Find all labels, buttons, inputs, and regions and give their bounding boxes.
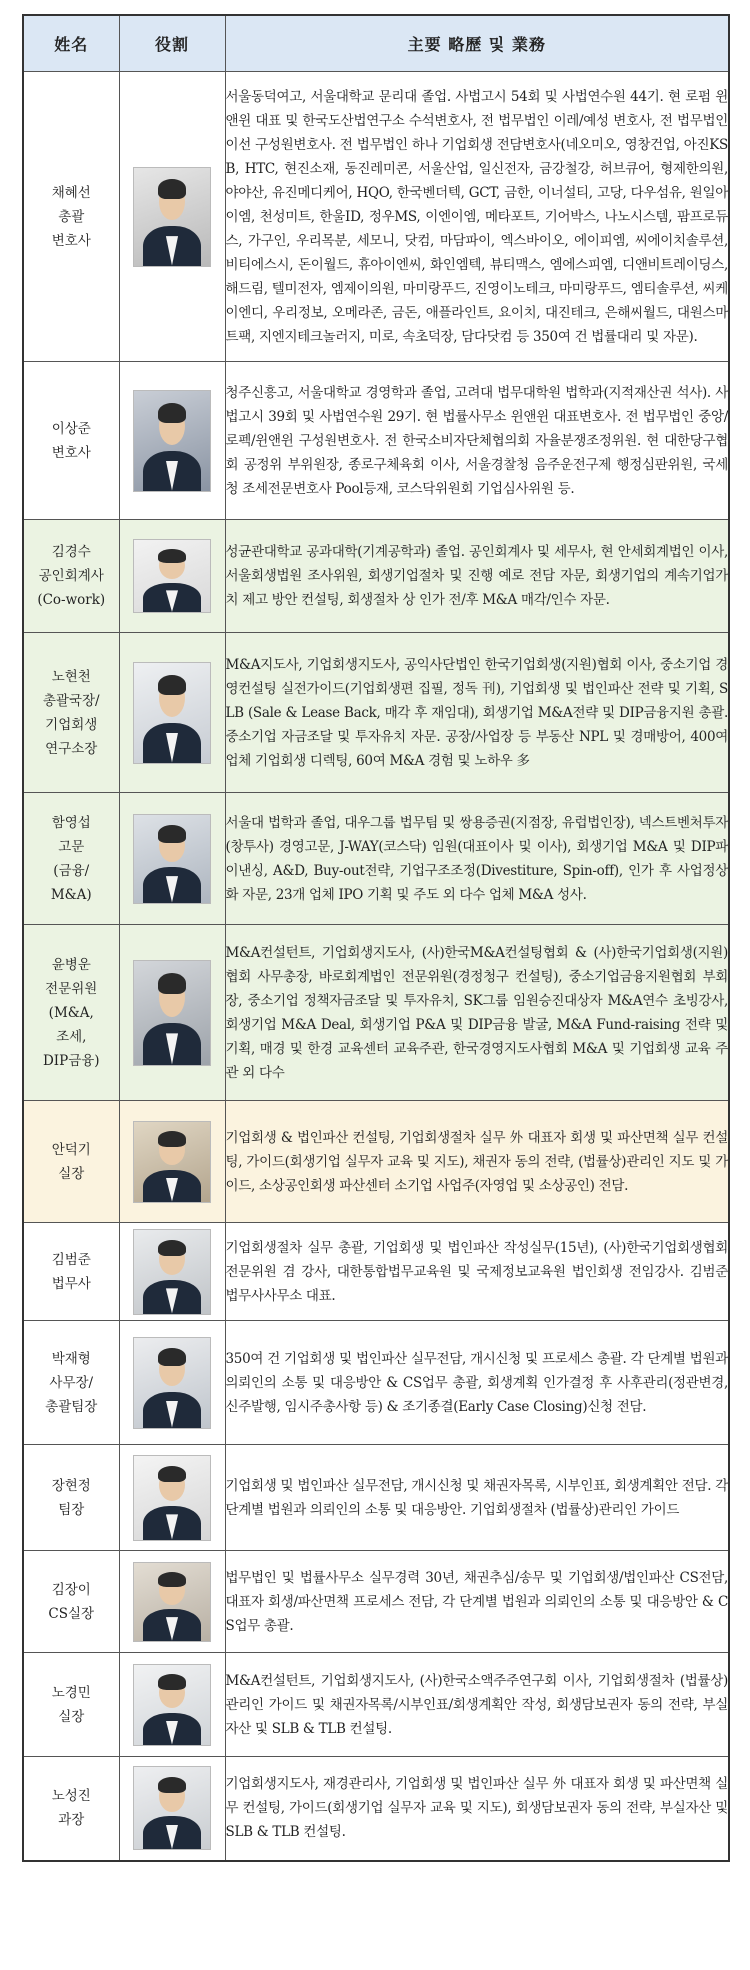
member-name-line: 총괄팀장	[45, 1398, 98, 1415]
member-name-line: 노현천	[51, 668, 91, 685]
header-row	[23, 15, 729, 72]
member-row	[23, 793, 729, 925]
member-photo-cell	[119, 1653, 225, 1757]
member-photo-cell	[119, 520, 225, 633]
member-name-line: 전문위원	[45, 980, 98, 997]
member-photo-cell	[119, 1551, 225, 1653]
member-photo-cell	[119, 1445, 225, 1551]
member-name-line: 총괄	[58, 208, 85, 225]
member-name-line: M&A)	[50, 886, 92, 903]
member-photo	[133, 539, 211, 613]
member-name-line: CS실장	[48, 1605, 95, 1622]
member-row	[23, 1101, 729, 1223]
member-name-line: DIP금융)	[42, 1052, 100, 1069]
member-name-line: 과장	[58, 1812, 85, 1829]
member-name-role	[23, 1551, 119, 1653]
member-name-line: 김장이	[51, 1581, 91, 1598]
member-photo-cell	[119, 793, 225, 925]
header-name: 姓名	[23, 15, 119, 72]
member-row	[23, 925, 729, 1101]
member-name-role	[23, 793, 119, 925]
member-name-line: (Co-work)	[37, 592, 106, 608]
member-description: 성균관대학교 공과대학(기계공학과) 졸업. 공인회계사 및 세무사, 현 안세회계법인 이사, 서울회생법원 조사위원, 회생기업절차 및 진행 예로 전담 자문, 회생기업의 계속기업가치 제고 방안 컨설팅, 회생절차 상 인가 전/후 M&A 매각/인수 자문.	[225, 520, 729, 633]
member-row	[23, 1445, 729, 1551]
member-name-line: 박재형	[51, 1350, 91, 1367]
member-photo	[133, 167, 211, 267]
member-photo	[133, 814, 211, 904]
member-name-line: 함영섭	[51, 814, 91, 831]
roster-body	[23, 72, 729, 1861]
member-photo-cell	[119, 1101, 225, 1223]
member-name-line: 변호사	[51, 232, 91, 249]
member-row	[23, 362, 729, 520]
member-name-line: 변호사	[51, 444, 91, 461]
member-description: 기업회생 & 법인파산 컨설팅, 기업회생절차 실무 外 대표자 회생 및 파산면책 실무 컨설팅, 가이드(회생기업 실무자 교육 및 지도), 채권자 동의 전략, (법률상)관리인 지도 및 가이드, 소상공인회생 파산센터 소기업 사업주(자영업 및 소상공인) 전담.	[225, 1101, 729, 1223]
member-row	[23, 520, 729, 633]
member-description: 기업회생 및 법인파산 실무전담, 개시신청 및 채권자목록, 시부인표, 회생계획안 전담. 각 단계별 법원과 의뢰인의 소통 및 대응방안. 기업회생절차 (법률상)관리인 가이드	[225, 1445, 729, 1551]
member-row	[23, 1757, 729, 1861]
member-photo-cell	[119, 925, 225, 1101]
header-desc: 主要 略歷 및 業務	[225, 15, 729, 72]
member-photo	[133, 1121, 211, 1203]
member-description: 법무법인 및 법률사무소 실무경력 30년, 채권추심/송무 및 기업회생/법인파산 CS전담, 대표자 회생/파산면책 프로세스 전담, 각 단계별 법원과 의뢰인의 소통 및 대응방안 & CS업무 총괄.	[225, 1551, 729, 1653]
member-name-line: 법무사	[51, 1275, 91, 1292]
member-photo	[133, 1229, 211, 1315]
member-name-line: 이상준	[51, 420, 91, 437]
member-description: M&A컨설턴트, 기업회생지도사, (사)한국M&A컨설팅협회 & (사)한국기업회생(지원)협회 사무총장, 바로회계법인 전문위원(경정청구 컨설팅), 중소기업금융지원협회 부회장, 중소기업 정책자금조달 및 투자유치, SK그룹 임원승진대상자 M&A연수 초빙강사, 회생기업 M&A Deal, 회생기업 P&A 및 DIP금융 발굴, M&A Fund-raising 전략 및 기획, 매경 및 한경 교육센터 교육주관, 한국경영지도사협회 M&A 및 기업회생 교육 주관 외 다수	[225, 925, 729, 1101]
member-row	[23, 1551, 729, 1653]
member-row	[23, 72, 729, 362]
member-photo-cell	[119, 362, 225, 520]
member-photo	[133, 960, 211, 1066]
member-row	[23, 1653, 729, 1757]
member-photo-cell	[119, 72, 225, 362]
member-name-line: 공인회계사	[38, 568, 104, 584]
member-description: 기업회생지도사, 재경관리사, 기업회생 및 법인파산 실무 外 대표자 회생 및 파산면책 실무 컨설팅, 가이드(회생기업 실무자 교육 및 지도), 회생담보권자 동의 전략, 부실자산 및 SLB & TLB 컨설팅.	[225, 1757, 729, 1861]
member-name-line: 김범준	[51, 1251, 91, 1268]
member-name-line: (금융/	[53, 862, 90, 879]
member-name-role	[23, 1757, 119, 1861]
member-name-line: 실장	[58, 1708, 85, 1725]
member-photo-cell	[119, 633, 225, 793]
member-name-line: 채혜선	[51, 184, 91, 201]
member-description: 기업회생절차 실무 총괄, 기업회생 및 법인파산 작성실무(15년), (사)한국기업회생협회 전문위원 겸 강사, 대한통합법무교육원 및 국제정보교육원 법인회생 전임강사. 김범준 법무사사무소 대표.	[225, 1223, 729, 1321]
member-photo	[133, 1455, 211, 1541]
member-photo-cell	[119, 1757, 225, 1861]
member-name-role	[23, 362, 119, 520]
member-name-line: (M&A,	[48, 1004, 94, 1021]
member-description: M&A컨설턴트, 기업회생지도사, (사)한국소액주주연구회 이사, 기업회생절차 (법률상)관리인 가이드 및 채권자목록/시부인표/회생계획안 작성, 회생담보권자 동의 전략, 부실자산 및 SLB & TLB 컨설팅.	[225, 1653, 729, 1757]
member-photo	[133, 1766, 211, 1850]
member-name-role	[23, 1445, 119, 1551]
member-photo-cell	[119, 1321, 225, 1445]
member-name-role	[23, 1653, 119, 1757]
member-name-line: 노성진	[51, 1788, 91, 1805]
member-description: 청주신흥고, 서울대학교 경영학과 졸업, 고려대 법무대학원 법학과(지적재산권 석사). 사법고시 39회 및 사법연수원 29기. 현 법률사무소 윈앤윈 대표변호사. 전 법무법인 중앙/로펙/윈앤윈 구성원변호사. 전 한국소비자단체협의회 자율분쟁조정위원. 현 대한당구협회 공정위 부위원장, 종로구체육회 이사, 서울경찰청 음주운전구제 행정심판위원, 국세청 조세전문변호사 Pool등재, 코스닥위원회 기업심사위원 등.	[225, 362, 729, 520]
member-description: 서울대 법학과 졸업, 대우그룹 법무팀 및 쌍용증권(지점장, 유럽법인장), 넥스트벤처투자(창투사) 경영고문, J-WAY(코스닥) 임원(대표이사 및 이사), 회생기업 M&A 및 DIP파이낸싱, A&D, Buy-out전략, 기업구조조정(Divestiture, Spin-off), 인가 후 사업정상화 자문, 23개 업체 IPO 기획 및 주도 외 다수 업체 M&A 성사.	[225, 793, 729, 925]
member-description: 서울동덕여고, 서울대학교 문리대 졸업. 사법고시 54회 및 사법연수원 44기. 현 로펌 윈앤윈 대표 및 한국도산법연구소 수석변호사, 전 법무법인 이레/예성 변호사, 전 법무법인 이선 구성원변호사. 전 법무법인 하나 기업회생 전담변호사(네오미오, 영창건업, 아진KSB, HTC, 현진소재, 동진레미콘, 서울산업, 일신전자, 금강철강, 허브큐어, 형제한의원, 야야산, 유진메디케어, HQO, 한국벤더텍, GCT, 금한, 이너설티, 고당, 다우섬유, 원일아이엠, 천성미트, 한울ID, 정우MS, 이엔이엠, 메타포트, 기어박스, 나노시스템, 팜프로듀스, 가구인, 우리목분, 세모니, 닷컴, 마담파이, 엑스바이오, 에이피엠, 씨에이치솔루션, 비티에스시, 돈이월드, 휴아이엔씨, 화인엠텍, 뷰티맥스, 엠에스피엠, 디앤비트레이딩스, 해드림, 텔미전자, 엠제이의원, 마미랑푸드, 진영이노테크, 마미랑푸드, 엠티솔루션, 씨케이엔디, 우리정보, 오메라존, 금돈, 애플라인트, 요이치, 대진테크, 은해씨월드, 대원스마트팩, 지엔지테크놀러지, 미로, 속초덕장, 담다닷컴 등 350여 건 법률대리 및 자문).	[225, 72, 729, 362]
member-name-line: 조세,	[56, 1028, 87, 1045]
member-name-line: 장현정	[51, 1477, 91, 1494]
member-name-role	[23, 1321, 119, 1445]
member-photo-cell	[119, 1223, 225, 1321]
member-name-role	[23, 1223, 119, 1321]
member-name-role	[23, 520, 119, 633]
member-name-line: 팀장	[58, 1501, 85, 1518]
member-photo	[133, 390, 211, 492]
member-row	[23, 633, 729, 793]
member-name-line: 실장	[58, 1165, 85, 1182]
member-name-role	[23, 633, 119, 793]
member-name-line: 기업회생	[45, 716, 98, 733]
member-row	[23, 1321, 729, 1445]
member-name-line: 김경수	[51, 544, 91, 560]
member-photo	[133, 1664, 211, 1746]
member-name-line: 윤병운	[51, 956, 91, 973]
member-name-role	[23, 925, 119, 1101]
member-photo	[133, 662, 211, 764]
member-name-line: 연구소장	[45, 740, 98, 757]
member-name-role	[23, 72, 119, 362]
staff-roster-table	[22, 14, 730, 1862]
member-name-line: 안덕기	[51, 1141, 91, 1158]
member-name-line: 노경민	[51, 1684, 91, 1701]
member-photo	[133, 1562, 211, 1642]
member-name-line: 고문	[58, 838, 85, 855]
member-description: 350여 건 기업회생 및 법인파산 실무전담, 개시신청 및 프로세스 총괄. 각 단계별 법원과 의뢰인의 소통 및 대응방안 & CS업무 총괄, 회생계획 인가결정 후 사후관리(정관변경, 신주발행, 임시주총사항 등) & 조기종결(Early Case Closing)신청 전담.	[225, 1321, 729, 1445]
member-name-line: 사무장/	[49, 1374, 94, 1391]
member-row	[23, 1223, 729, 1321]
member-description: M&A지도사, 기업회생지도사, 공익사단법인 한국기업회생(지원)협회 이사, 중소기업 경영컨설팅 실전가이드(기업회생편 집필, 정독 刊), 기업회생 및 법인파산 전략 및 기획, SLB (Sale & Lease Back, 매각 후 재임대), 회생기업 M&A전략 및 DIP금융지원 총괄. 중소기업 자금조달 및 투자유치 자문. 공장/사업장 등 부동산 NPL 및 경매방어, 400여 업체 기업회생 디렉팅, 60여 M&A 경험 및 노하우 多	[225, 633, 729, 793]
member-photo	[133, 1337, 211, 1429]
header-role: 役割	[119, 15, 225, 72]
member-name-role	[23, 1101, 119, 1223]
member-name-line: 총괄국장/	[42, 692, 100, 709]
